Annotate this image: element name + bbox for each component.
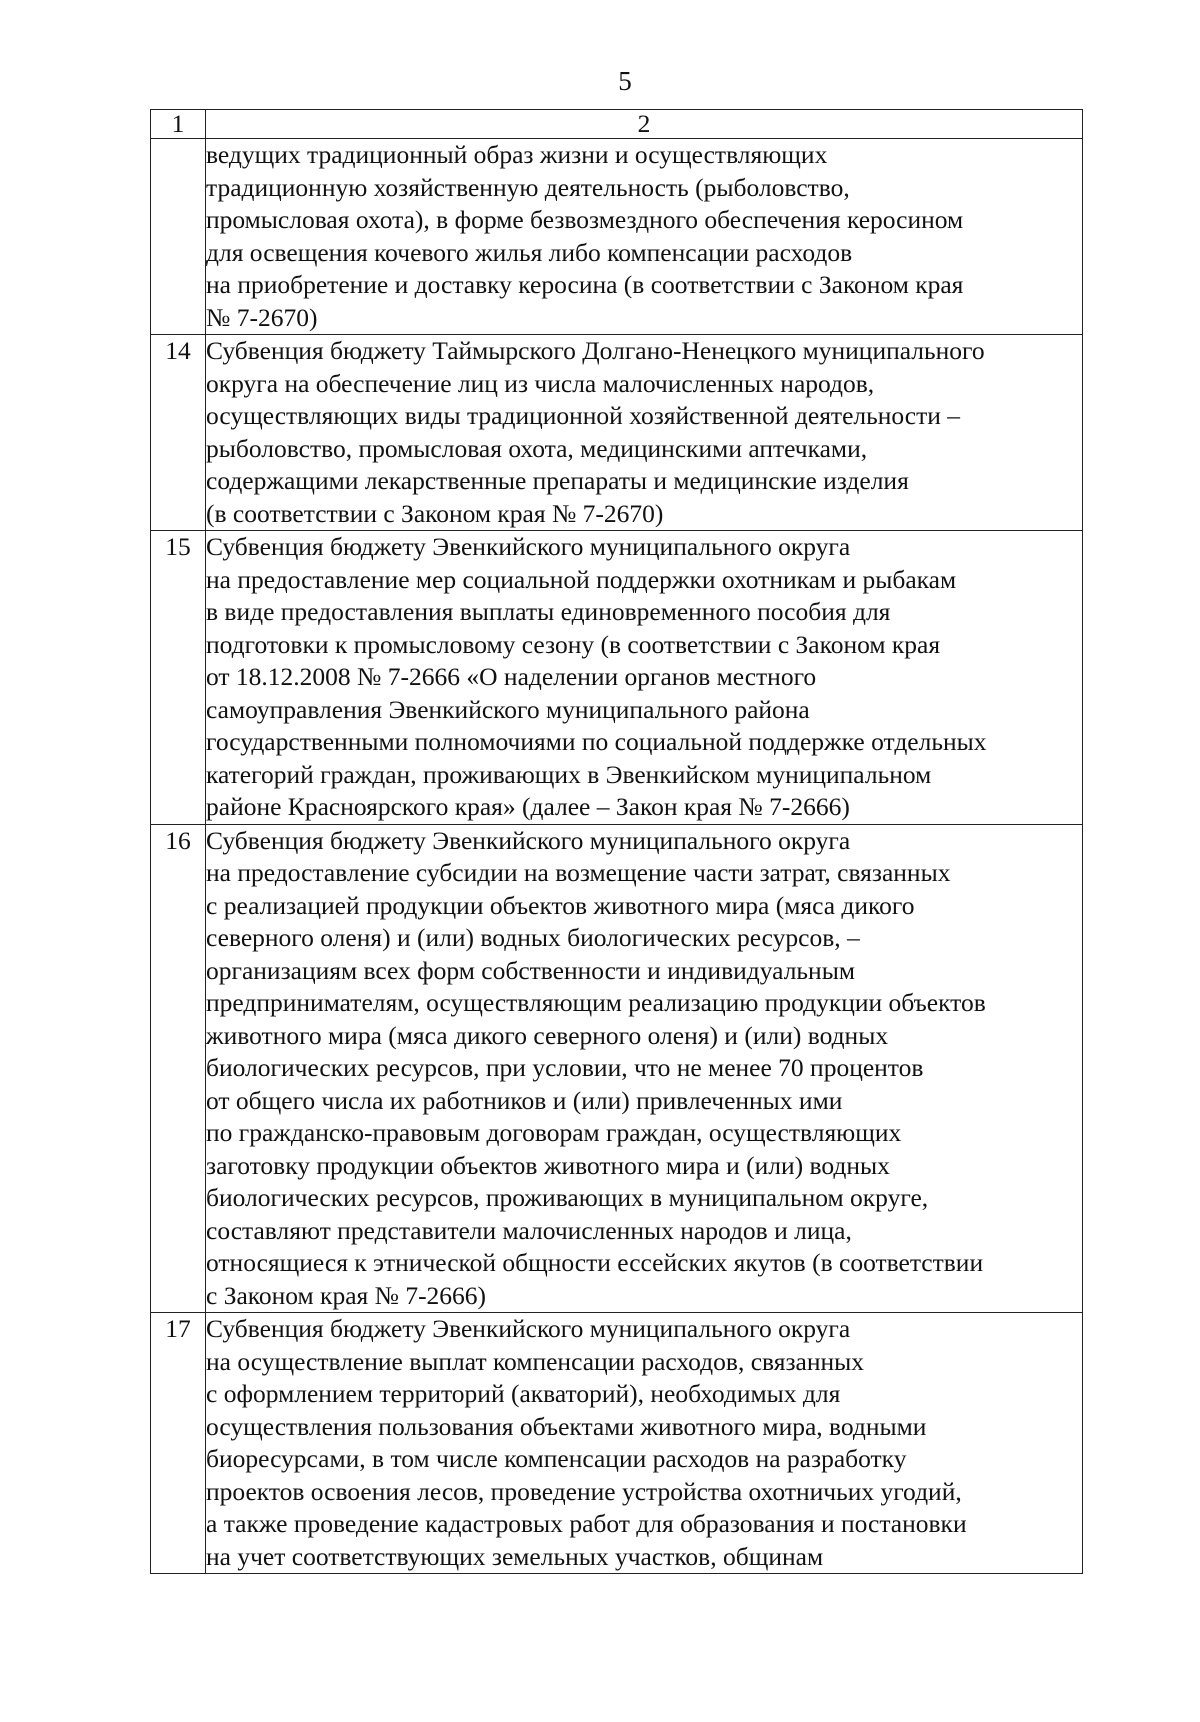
text-line: северного оленя) и (или) водных биологических ресурсов, – [206, 923, 860, 952]
row-text [206, 1313, 1083, 1574]
text-line: районе Красноярского края» (далее – Закон края № 7-2666) [206, 792, 850, 821]
text-line: содержащими лекарственные препараты и медицинские изделия [206, 466, 909, 495]
text-line: организациям всех форм собственности и индивидуальным [206, 955, 855, 985]
text-line: № 7-2670) [206, 302, 318, 332]
row-text [206, 824, 1083, 1313]
text-line: традиционную хозяйственную деятельность (рыболовство, [206, 172, 850, 202]
text-line: для освещения кочевого жилья либо компенсации расходов [206, 237, 853, 267]
text-line: на осуществление выплат компенсации расходов, связанных [206, 1346, 865, 1376]
text-line: подготовки к промысловому сезону (в соответствии с Законом края [206, 629, 941, 659]
text-line: государственными полномочиями по социальной поддержке отдельных [206, 727, 987, 756]
text-line: рыболовство, промысловая охота, медицинскими аптечками, [206, 433, 868, 463]
text-line: Субвенция бюджету Эвенкийского муниципального округа [206, 1314, 851, 1343]
text-line: предпринимателям, осуществляющим реализацию продукции объектов [206, 988, 986, 1017]
text-line: осуществления пользования объектами животного мира, водными [206, 1411, 927, 1441]
text-line: составляют представители малочисленных народов и лица, [206, 1215, 852, 1245]
row-number: 16 [151, 824, 206, 1313]
text-line: самоуправления Эвенкийского муниципального района [206, 694, 810, 724]
text-line: категорий граждан, проживающих в Эвенкийском муниципальном [206, 759, 932, 789]
text-line: округа на обеспечение лиц из числа малочисленных народов, [206, 368, 875, 398]
text-line: с реализацией продукции объектов животного мира (мяса дикого [206, 890, 915, 920]
text-line: биологических ресурсов, проживающих в муниципальном округе, [206, 1183, 929, 1212]
row-number [151, 139, 206, 335]
row-number: 14 [151, 335, 206, 531]
text-line: ведущих традиционный образ жизни и осуществляющих [206, 140, 828, 169]
text-line: относящиеся к этнической общности ессейских якутов (в соответствии [206, 1248, 984, 1277]
text-line: Субвенция бюджету Таймырского Долгано-Ненецкого муниципального [206, 336, 985, 365]
text-line: по гражданско-правовым договорам граждан, осуществляющих [206, 1118, 902, 1147]
text-line: с оформлением территорий (акваторий), необходимых для [206, 1379, 841, 1408]
text-line: на приобретение и доставку керосина (в соответствии с Законом края [206, 270, 964, 299]
text-line: с Законом края № 7-2666) [206, 1280, 487, 1310]
text-line: от 18.12.2008 № 7-2666 «О наделении органов местного [206, 662, 817, 691]
text-line: осуществляющих виды традиционной хозяйственной деятельности – [206, 401, 961, 430]
text-line: (в соответствии с Законом края № 7-2670) [206, 498, 664, 528]
column-header-text: 2 [206, 110, 1083, 139]
text-line: промысловая охота), в форме безвозмездного обеспечения керосином [206, 205, 964, 234]
text-line: Субвенция бюджету Эвенкийского муниципального округа [206, 825, 851, 855]
text-line: проектов освоения лесов, проведение устройства охотничьих угодий, [206, 1476, 962, 1506]
table-row [151, 824, 1083, 1313]
table-row [151, 531, 1083, 825]
document-table [150, 109, 1083, 1574]
text-line: Субвенция бюджету Эвенкийского муниципального округа [206, 532, 851, 561]
text-line: заготовку продукции объектов животного мира и (или) водных [206, 1150, 890, 1180]
column-header-number: 1 [151, 110, 206, 139]
text-line: биологических ресурсов, при условии, что не менее 70 процентов [206, 1053, 924, 1082]
text-line: от общего числа их работников и (или) привлеченных ими [206, 1085, 843, 1115]
row-number: 17 [151, 1313, 206, 1574]
text-line: на предоставление субсидии на возмещение части затрат, связанных [206, 858, 951, 887]
text-line: на учет соответствующих земельных участков, общинам [206, 1541, 824, 1571]
row-text [206, 335, 1083, 531]
table-row [151, 139, 1083, 335]
row-number: 15 [151, 531, 206, 825]
text-line: в виде предоставления выплаты единовременного пособия для [206, 597, 891, 626]
text-line: биоресурсами, в том числе компенсации расходов на разработку [206, 1444, 907, 1473]
text-line: животного мира (мяса дикого северного оленя) и (или) водных [206, 1020, 889, 1050]
row-text [206, 531, 1083, 825]
table-row [151, 335, 1083, 531]
table-row [151, 1313, 1083, 1574]
text-line: а также проведение кадастровых работ для образования и постановки [206, 1509, 967, 1538]
page-number: 5 [618, 66, 632, 96]
text-line: на предоставление мер социальной поддержки охотникам и рыбакам [206, 564, 957, 594]
table-header-row [151, 110, 1083, 139]
row-text [206, 139, 1083, 335]
